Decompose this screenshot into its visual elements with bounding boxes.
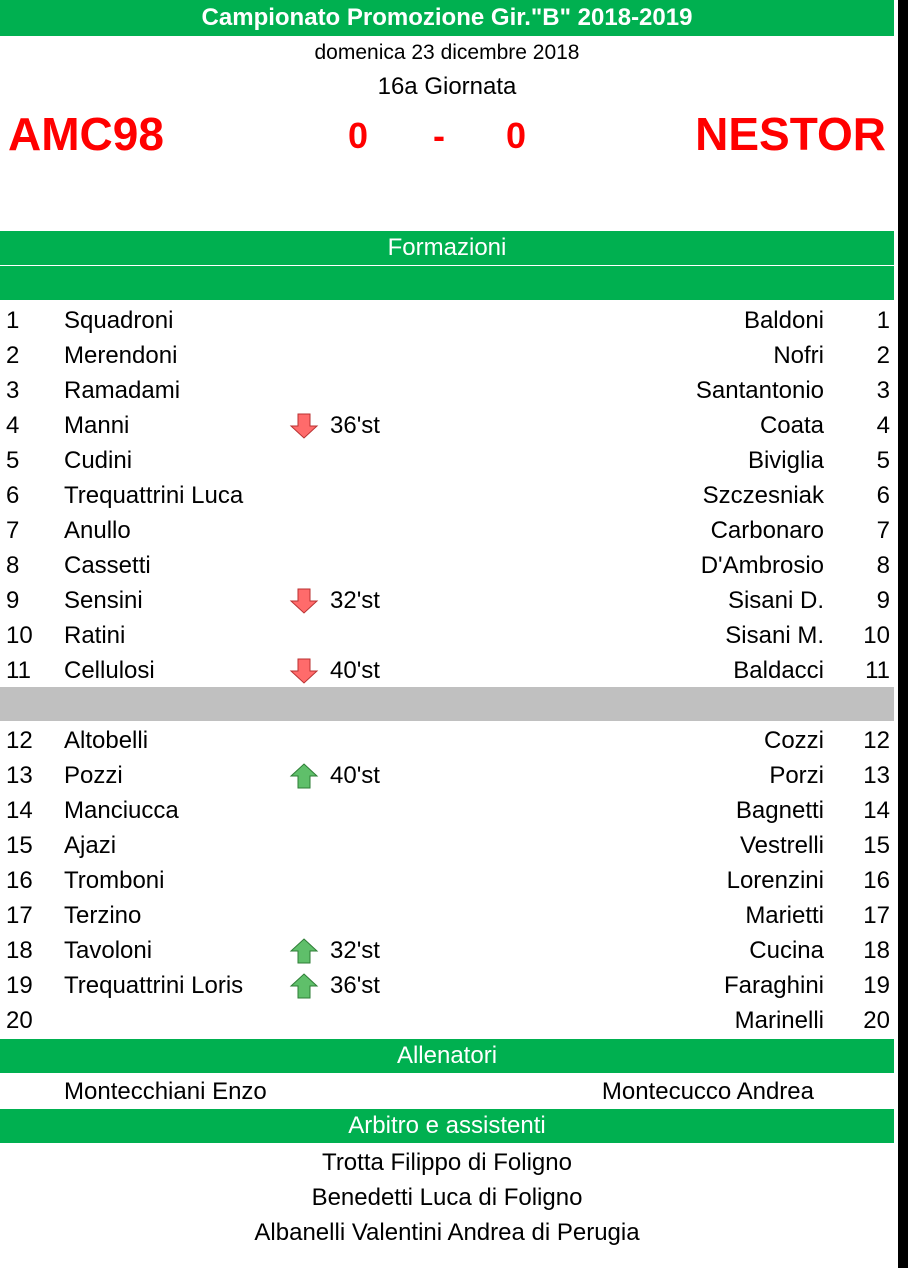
home-player-name: Squadroni [64,307,174,334]
substitution-minute: 40'st [330,762,380,789]
home-shirt-number: 5 [6,447,20,474]
home-shirt-number: 14 [6,797,33,824]
home-shirt-number: 9 [6,587,20,614]
away-shirt-number: 15 [863,832,890,859]
away-player-name: Marinelli [734,1007,824,1034]
home-shirt-number: 8 [6,552,20,579]
substitution-minute: 32'st [330,937,380,964]
home-shirt-number: 3 [6,377,20,404]
bench-row [0,933,898,968]
home-team: AMC98 [8,108,164,160]
away-player-name: Baldoni [743,307,824,334]
home-player-name: Cudini [64,447,133,474]
substitution-minute: 40'st [330,657,380,684]
home-player-name: Merendoni [64,342,178,369]
home-player-name: Pozzi [64,762,123,789]
home-player-name: Cellulosi [64,657,155,684]
bench-row [0,898,898,933]
home-shirt-number: 2 [6,342,20,369]
home-player-name: Tavoloni [64,937,153,964]
away-shirt-number: 18 [863,937,890,964]
away-shirt-number: 6 [876,482,890,509]
home-coach: Montecchiani Enzo [64,1078,267,1105]
bench-row [0,863,898,898]
away-shirt-number: 12 [863,727,890,754]
home-shirt-number: 20 [6,1007,33,1034]
away-shirt-number: 5 [876,447,890,474]
away-player-name: Santantonio [695,377,824,404]
home-player-name: Manciucca [64,797,179,824]
coaches-section-header: Allenatori [0,1039,894,1073]
away-shirt-number: 19 [863,972,890,999]
substitution-minute: 36'st [330,412,380,439]
starter-row [0,303,898,338]
away-team: NESTOR [695,108,886,160]
bench-row [0,968,898,1003]
away-player-name: Sisani D. [727,587,824,614]
bench-divider [0,687,894,721]
match-date: domenica 23 dicembre 2018 [314,41,580,64]
home-shirt-number: 16 [6,867,33,894]
home-player-name: Altobelli [64,727,149,754]
substituted-in-icon [289,973,319,999]
bench-row [0,1003,898,1038]
home-player-name: Manni [64,412,130,439]
home-shirt-number: 10 [6,622,33,649]
starter-row [0,548,898,583]
substituted-out-icon [289,658,319,684]
starter-row [0,653,898,688]
home-player-name: Trequattrini Loris [64,972,244,999]
away-shirt-number: 3 [876,377,890,404]
away-player-name: Faraghini [723,972,824,999]
away-player-name: Cucina [749,937,824,964]
home-player-name: Terzino [64,902,142,929]
starter-row [0,513,898,548]
away-shirt-number: 17 [863,902,890,929]
home-shirt-number: 13 [6,762,33,789]
away-player-name: Cozzi [763,727,824,754]
substitution-minute: 36'st [330,972,380,999]
away-player-name: Szczesniak [702,482,824,509]
bench-row [0,828,898,863]
referees-section-header: Arbitro e assistenti [0,1109,894,1143]
away-player-name: Marietti [745,902,824,929]
away-score: 0 [506,115,527,156]
home-shirt-number: 17 [6,902,33,929]
starter-row [0,373,898,408]
home-shirt-number: 15 [6,832,33,859]
starter-row [0,408,898,443]
away-player-name: Coata [759,412,824,439]
substituted-in-icon [289,763,319,789]
assistant-referee-1: Benedetti Luca di Foligno [311,1184,583,1211]
starter-row [0,478,898,513]
away-shirt-number: 13 [863,762,890,789]
away-player-name: Porzi [769,762,824,789]
away-player-name: Carbonaro [710,517,824,544]
starter-row [0,618,898,653]
home-shirt-number: 18 [6,937,33,964]
home-player-name: Sensini [64,587,143,614]
bench-row [0,758,898,793]
away-shirt-number: 14 [863,797,890,824]
home-player-name: Trequattrini Luca [64,482,244,509]
lineups-section-header: Formazioni [0,231,894,265]
bench-row [0,723,898,758]
substituted-out-icon [289,413,319,439]
home-shirt-number: 19 [6,972,33,999]
away-shirt-number: 10 [863,622,890,649]
away-player-name: D'Ambrosio [700,552,824,579]
away-shirt-number: 8 [876,552,890,579]
starter-row [0,338,898,373]
away-player-name: Vestrelli [739,832,824,859]
assistant-referee-2: Albanelli Valentini Andrea di Perugia [254,1219,640,1246]
away-shirt-number: 9 [876,587,890,614]
home-shirt-number: 6 [6,482,20,509]
away-shirt-number: 20 [863,1007,890,1034]
right-border [898,0,908,1268]
home-shirt-number: 12 [6,727,33,754]
score-separator: - [433,115,445,156]
home-shirt-number: 1 [6,307,20,334]
home-player-name: Cassetti [64,552,151,579]
home-player-name: Ramadami [64,377,181,404]
away-shirt-number: 2 [876,342,890,369]
substituted-in-icon [289,938,319,964]
match-round: 16a Giornata [377,73,517,100]
away-shirt-number: 4 [876,412,890,439]
home-player-name: Tromboni [64,867,165,894]
away-shirt-number: 11 [865,657,890,684]
bench-row [0,793,898,828]
starter-row [0,583,898,618]
away-shirt-number: 7 [876,517,890,544]
home-score: 0 [348,115,369,156]
home-player-name: Ajazi [64,832,117,859]
substituted-out-icon [289,588,319,614]
championship-title: Campionato Promozione Gir."B" 2018-2019 [0,0,894,36]
away-player-name: Sisani M. [725,622,824,649]
away-player-name: Bagnetti [735,797,824,824]
home-shirt-number: 11 [6,657,31,684]
home-player-name: Anullo [64,517,131,544]
home-player-name: Ratini [64,622,126,649]
home-shirt-number: 4 [6,412,20,439]
starter-row [0,443,898,478]
lineups-spacer-bar [0,266,894,300]
away-player-name: Nofri [773,342,824,369]
away-coach: Montecucco Andrea [601,1078,814,1105]
away-player-name: Lorenzini [726,867,824,894]
away-player-name: Baldacci [733,657,824,684]
away-player-name: Biviglia [747,447,824,474]
substitution-minute: 32'st [330,587,380,614]
away-shirt-number: 16 [863,867,890,894]
away-shirt-number: 1 [876,307,890,334]
referee: Trotta Filippo di Foligno [322,1149,572,1176]
home-shirt-number: 7 [6,517,20,544]
